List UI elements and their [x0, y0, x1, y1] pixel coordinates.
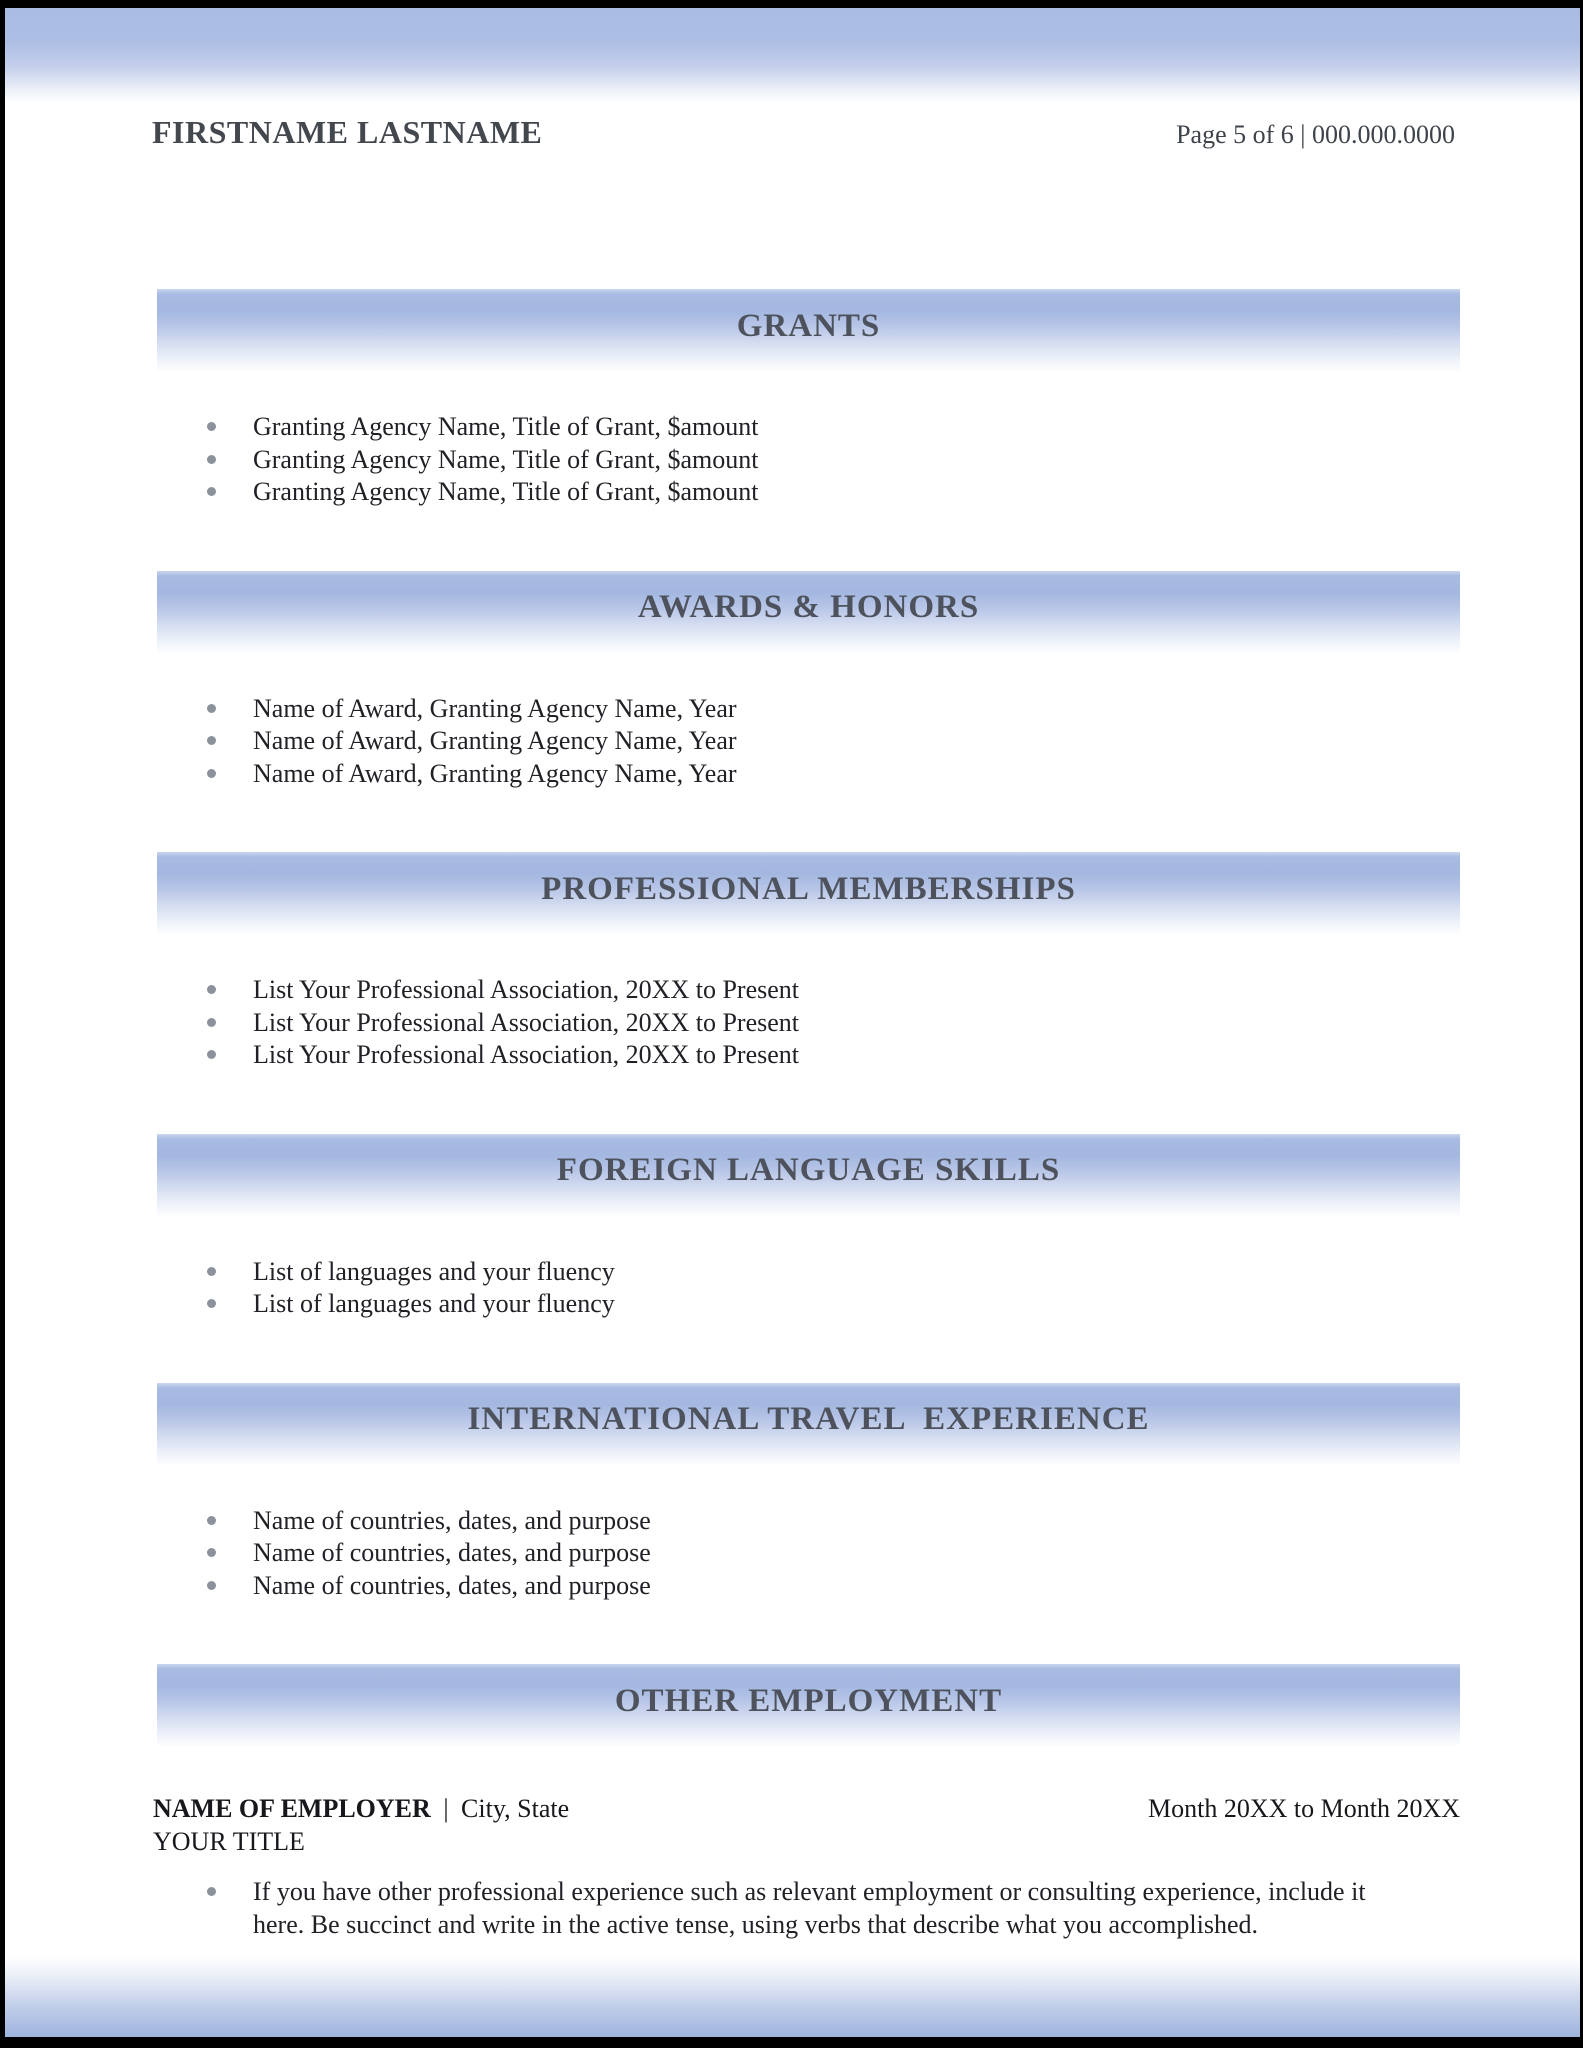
list-item — [157, 1288, 1460, 1321]
list-item — [157, 411, 1460, 444]
page-content — [153, 289, 1460, 1941]
section-awards-honors — [157, 571, 1460, 791]
bullet-text: Granting Agency Name, Title of Grant, $amount — [253, 444, 759, 474]
bullet-list — [157, 974, 1460, 1072]
bullet-text: List Your Professional Association, 20XX to Present — [253, 1007, 799, 1037]
section-title: GRANTS — [736, 307, 881, 344]
list-item — [157, 1570, 1460, 1603]
separator: | — [443, 1794, 449, 1823]
employer-city-state: City, State — [461, 1794, 570, 1823]
section-title: AWARDS & HONORS — [637, 589, 980, 625]
bullet-icon — [207, 985, 216, 994]
bullet-text: Name of Award, Granting Agency Name, Year — [253, 758, 737, 788]
bullet-text: Name of Award, Granting Agency Name, Year — [253, 726, 737, 755]
section-international-travel — [157, 1383, 1460, 1603]
section-header-bar — [157, 289, 1460, 371]
list-item — [157, 758, 1460, 791]
bullet-icon — [207, 769, 216, 778]
bullet-list — [157, 693, 1460, 791]
bullet-list — [157, 1256, 1460, 1321]
list-item — [157, 725, 1460, 758]
list-item — [157, 693, 1460, 726]
list-item — [157, 1256, 1460, 1289]
job-title: YOUR TITLE — [153, 1827, 305, 1856]
bullet-text: List of languages and your fluency — [253, 1289, 615, 1318]
section-title: OTHER EMPLOYMENT — [614, 1682, 1003, 1719]
bullet-icon — [207, 1267, 216, 1276]
section-header-bar — [157, 1383, 1460, 1465]
bullet-text: Granting Agency Name, Title of Grant, $amount — [253, 477, 759, 506]
bullet-icon — [207, 704, 216, 713]
bullet-text: Name of countries, dates, and purpose — [253, 1538, 651, 1567]
section-grants — [157, 289, 1460, 509]
bullet-text: Name of Award, Granting Agency Name, Year — [253, 693, 737, 723]
bullet-list — [157, 1876, 1460, 1941]
page-title: FIRSTNAME LASTNAME — [152, 114, 543, 150]
list-item — [157, 476, 1460, 509]
section-title: FOREIGN LANGUAGE SKILLS — [556, 1152, 1061, 1188]
bullet-text: Name of countries, dates, and purpose — [253, 1505, 651, 1535]
list-item — [157, 444, 1460, 477]
employer-location — [153, 1792, 569, 1825]
page-number-phone: Page 5 of 6 | 000.000.0000 — [1176, 120, 1455, 149]
bullet-list — [157, 411, 1460, 509]
bullet-icon — [207, 422, 216, 431]
section-header-bar — [157, 1664, 1460, 1746]
list-item — [157, 1876, 1367, 1941]
section-other-employment — [153, 1664, 1460, 1941]
bullet-text: List of languages and your fluency — [253, 1256, 615, 1286]
section-header-bar — [157, 1134, 1460, 1216]
bullet-text: Granting Agency Name, Title of Grant, $amount — [253, 412, 759, 441]
bullet-text: If you have other professional experience such as relevant employment or consulting experience, include it here. Be succinct and write in the active tense, using verbs that describe what you accomplished. — [253, 1877, 1366, 1939]
bullet-icon — [207, 736, 216, 745]
bullet-icon — [207, 1548, 216, 1557]
section-professional-memberships — [157, 852, 1460, 1072]
bullet-text: Name of countries, dates, and purpose — [253, 1570, 651, 1600]
employment-header-row — [153, 1792, 1460, 1825]
section-title: INTERNATIONAL TRAVEL EXPERIENCE — [467, 1401, 1150, 1437]
list-item — [157, 1537, 1460, 1570]
employment-dates: Month 20XX to Month 20XX — [1147, 1794, 1460, 1823]
section-foreign-language-skills — [157, 1134, 1460, 1321]
list-item — [157, 1505, 1460, 1538]
bottom-gradient-band — [5, 1957, 1580, 2037]
bullet-icon — [207, 1299, 216, 1308]
bullet-icon — [207, 1018, 216, 1027]
top-gradient-band — [5, 8, 1580, 105]
employment-entry — [153, 1792, 1460, 1858]
page-header — [152, 114, 1455, 151]
section-title: PROFESSIONAL MEMBERSHIPS — [541, 870, 1076, 907]
bullet-text: List Your Professional Association, 20XX to Present — [253, 975, 799, 1004]
section-header-bar — [157, 571, 1460, 653]
bullet-icon — [207, 1516, 216, 1525]
bullet-icon — [207, 1581, 216, 1590]
bullet-list — [157, 1505, 1460, 1603]
list-item — [157, 1007, 1460, 1040]
list-item — [157, 1039, 1460, 1072]
section-header-bar — [157, 852, 1460, 934]
bullet-icon — [207, 455, 216, 464]
list-item — [157, 974, 1460, 1007]
bullet-text: List Your Professional Association, 20XX to Present — [253, 1040, 799, 1069]
bullet-icon — [207, 1887, 216, 1896]
bullet-icon — [207, 487, 216, 496]
employer-name: NAME OF EMPLOYER — [153, 1794, 431, 1823]
bullet-icon — [207, 1050, 216, 1059]
